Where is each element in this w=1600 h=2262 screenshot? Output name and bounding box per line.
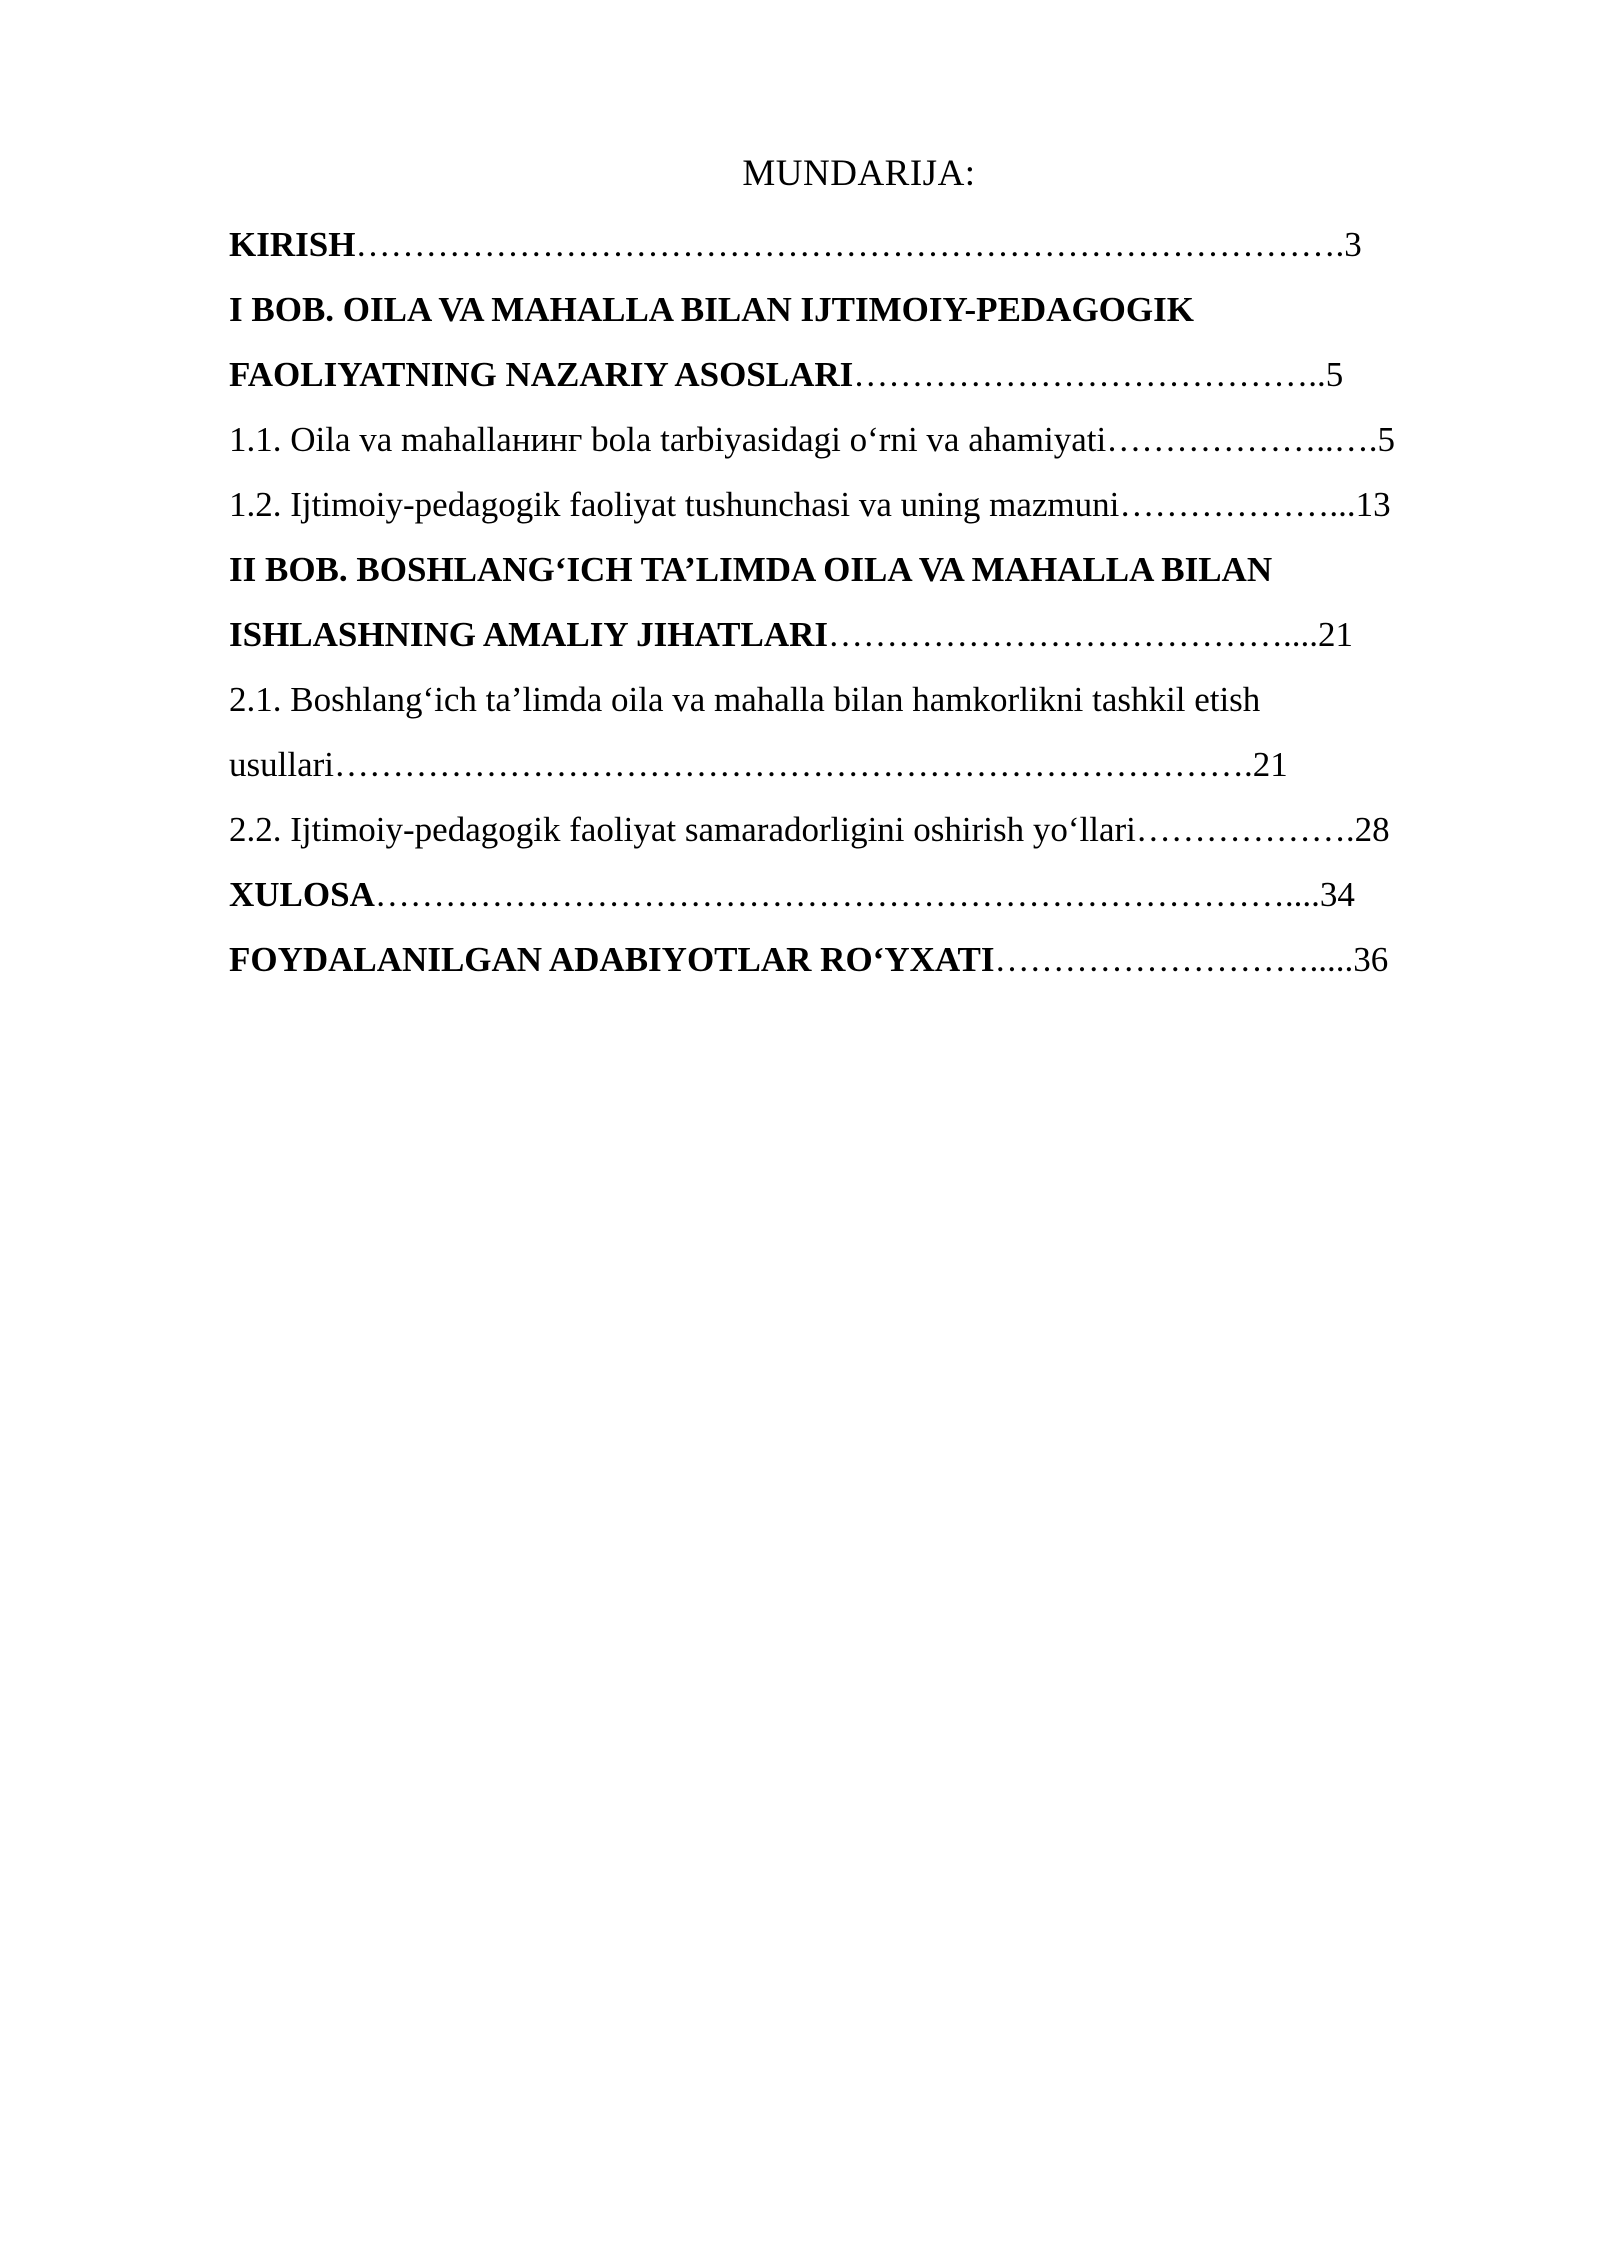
toc-page-number: 21 [1318,615,1353,654]
toc-entry-text: KIRISH [229,225,356,264]
toc-leader-dots: ………………..…. [1106,420,1378,459]
toc-entry-section-2-1-line-2[interactable] [229,732,1485,797]
toc-entry-chapter-1-line-2[interactable] [229,342,1481,407]
toc-entry-text: XULOSA [229,875,375,914]
toc-page-number: 3 [1344,225,1362,264]
toc-entry-section-2-2[interactable] [229,797,1485,862]
toc-title: MUNDARIJA: [742,153,976,194]
toc-page-number: 36 [1353,940,1389,979]
toc-entry-text: FAOLIYATNING NAZARIY ASOSLARI [229,355,854,394]
toc-entry-chapter-2-line-1[interactable] [229,537,1489,602]
toc-page-number: 28 [1354,810,1390,849]
toc-entry-text: 2.1. Boshlang‘ich ta’limda oila va mahalla bilan hamkorlikni tashkil etish [229,680,1261,719]
toc-page-number: 5 [1325,355,1344,394]
toc-entry-section-2-1-line-1[interactable] [229,667,1489,732]
toc-leader-dots: …………………………………………………………………….... [374,875,1320,914]
toc-entry-section-1-2[interactable] [229,472,1485,537]
toc-entry-text: usullari [229,745,334,784]
toc-entry-references[interactable] [229,927,1485,992]
toc-entry-text: 2.2. Ijtimoiy-pedagogik faoliyat samaradorligini oshirish yo‘llari [229,810,1136,849]
toc-entry-chapter-1-line-1[interactable] [229,277,1489,342]
toc-entry-text: 1.2. Ijtimoiy-pedagogik faoliyat tushunchasi va uning mazmuni [229,485,1120,524]
toc-leader-dots: …………………………………………………………………………. [355,225,1345,264]
toc-leader-dots: ………………... [1119,485,1356,524]
toc-entry-text: 1.1. Oila va mahallaнинг bola tarbiyasidagi o‘rni va ahamiyati [229,420,1107,459]
toc-page-number: 21 [1252,745,1288,784]
toc-entry-kirish[interactable] [229,212,1487,277]
toc-leader-dots: ………………………..... [994,940,1354,979]
toc-entry-section-1-1[interactable] [229,407,1485,472]
toc-entry-xulosa[interactable] [229,862,1485,927]
toc-leader-dots: ………………. [1135,810,1355,849]
toc-entry-text: FOYDALANILGAN ADABIYOTLAR RO‘YXATI [229,940,995,979]
toc-entry-text: ISHLASHNING AMALIY JIHATLARI [229,615,828,654]
toc-page-number: 13 [1355,485,1391,524]
toc-leader-dots: ………………………………….. [853,355,1326,394]
toc-leader-dots: ………………………………….... [828,615,1318,654]
toc-entry-chapter-2-line-2[interactable] [229,602,1485,667]
toc-entry-text: II BOB. BOSHLANG‘ICH TA’LIMDA OILA VA MAHALLA BILAN [229,550,1273,589]
toc-entry-text: I BOB. OILA VA MAHALLA BILAN IJTIMOIY-PEDAGOGIK [229,290,1194,329]
toc-page-number: 34 [1319,875,1355,914]
toc-leader-dots: ……………………………………………………………………. [333,745,1253,784]
toc-page-number: 5 [1377,420,1395,459]
table-of-contents [229,212,1489,992]
